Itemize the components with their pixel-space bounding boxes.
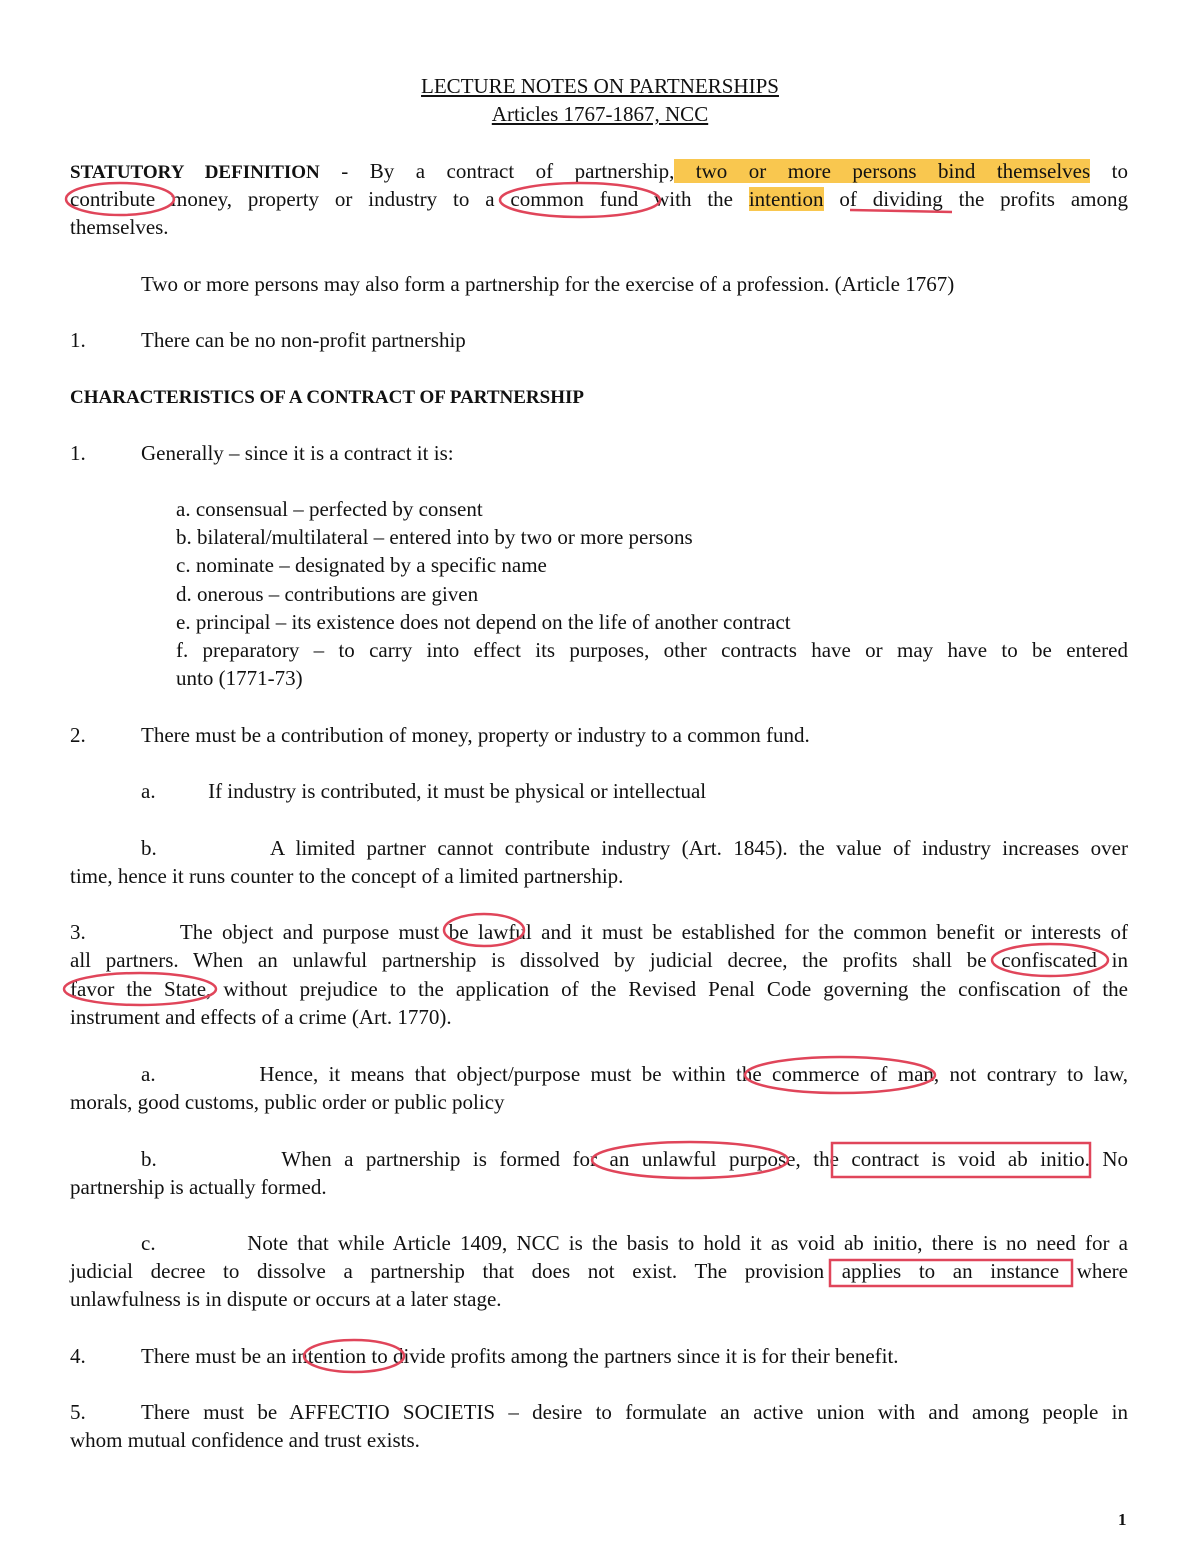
char-2-b-line-2: time, hence it runs counter to the concept of a limited partnership.	[70, 864, 624, 888]
char-2-a: a. If industry is contributed, it must be physical or intellectual	[141, 779, 707, 803]
char-3-a-line-2: morals, good customs, public order or public policy	[70, 1090, 505, 1114]
char-5-line-1: There must be AFFECTIO SOCIETIS – desire to formulate an active union with and among people in	[141, 1400, 1128, 1424]
char-2-number: 2.	[70, 723, 86, 747]
definition-line-3: themselves.	[70, 215, 169, 239]
char-3-line-3: favor the State, without prejudice to the application of the Revised Penal Code governing the confiscation of the	[70, 977, 1128, 1001]
document-subtitle: Articles 1767-1867, NCC	[491, 102, 709, 126]
definition-line-2: contribute money, property or industry to a common fund with the intention of dividing the profits among	[70, 187, 1128, 211]
char-5-line-2: whom mutual confidence and trust exists.	[70, 1428, 420, 1452]
characteristics-heading: CHARACTERISTICS OF A CONTRACT OF PARTNERSHIP	[70, 387, 584, 408]
char-3-b-line-1: b. When a partnership is formed for an unlawful purpose, the contract is void ab initio. No	[141, 1147, 1128, 1171]
char-1-item-f: f. preparatory – to carry into effect its purposes, other contracts have or may have to be entered	[176, 638, 1128, 662]
definition-heading: STATUTORY DEFINITION	[70, 162, 320, 183]
char-3-a-line-1: a. Hence, it means that object/purpose must be within the commerce of man, not contrary to law,	[141, 1062, 1128, 1086]
char-2-text: There must be a contribution of money, property or industry to a common fund.	[141, 723, 810, 747]
profession-paragraph: Two or more persons may also form a partnership for the exercise of a profession. (Article 1767)	[141, 272, 955, 296]
char-1-item-f-cont: unto (1771-73)	[176, 666, 303, 690]
char-1-item-e: e. principal – its existence does not depend on the life of another contract	[176, 610, 791, 634]
char-1-item-a: a. consensual – perfected by consent	[176, 497, 483, 521]
note-text: There can be no non-profit partnership	[141, 328, 466, 352]
highlight-two-or-more-persons: two or more persons bind themselves	[674, 159, 1091, 183]
char-5-number: 5.	[70, 1400, 86, 1424]
char-3-line-2: all partners. When an unlawful partnership is dissolved by judicial decree, the profits shall be confiscated in	[70, 948, 1128, 972]
char-3-c-line-3: unlawfulness is in dispute or occurs at a later stage.	[70, 1287, 502, 1311]
char-1-item-b: b. bilateral/multilateral – entered into by two or more persons	[176, 525, 693, 549]
char-3-line-4: instrument and effects of a crime (Art. 1770).	[70, 1005, 452, 1029]
char-1-text: Generally – since it is a contract it is:	[141, 441, 454, 465]
char-2-b-line-1: b. A limited partner cannot contribute industry (Art. 1845). the value of industry increases over	[141, 836, 1128, 860]
document-title: LECTURE NOTES ON PARTNERSHIPS	[421, 74, 779, 98]
char-3-line-1: 3. The object and purpose must be lawful and it must be established for the common benefit or interests of	[70, 920, 1128, 944]
page-number: 1	[1118, 1510, 1127, 1529]
char-3-b-line-2: partnership is actually formed.	[70, 1175, 327, 1199]
note-number: 1.	[70, 328, 86, 352]
char-1-number: 1.	[70, 441, 86, 465]
definition-line-1: STATUTORY DEFINITION - By a contract of partnership, two or more persons bind themselves to	[70, 159, 1128, 183]
highlight-intention: intention	[748, 187, 824, 211]
char-3-c-line-2: judicial decree to dissolve a partnership that does not exist. The provision applies to an instance where	[70, 1259, 1128, 1283]
char-1-item-d: d. onerous – contributions are given	[176, 582, 479, 606]
char-4-text: There must be an intention to divide profits among the partners since it is for their benefit.	[141, 1344, 899, 1368]
char-1-item-c: c. nominate – designated by a specific name	[176, 553, 547, 577]
char-3-c-line-1: c. Note that while Article 1409, NCC is the basis to hold it as void ab initio, there is no need for a	[141, 1231, 1128, 1255]
char-4-number: 4.	[70, 1344, 86, 1368]
